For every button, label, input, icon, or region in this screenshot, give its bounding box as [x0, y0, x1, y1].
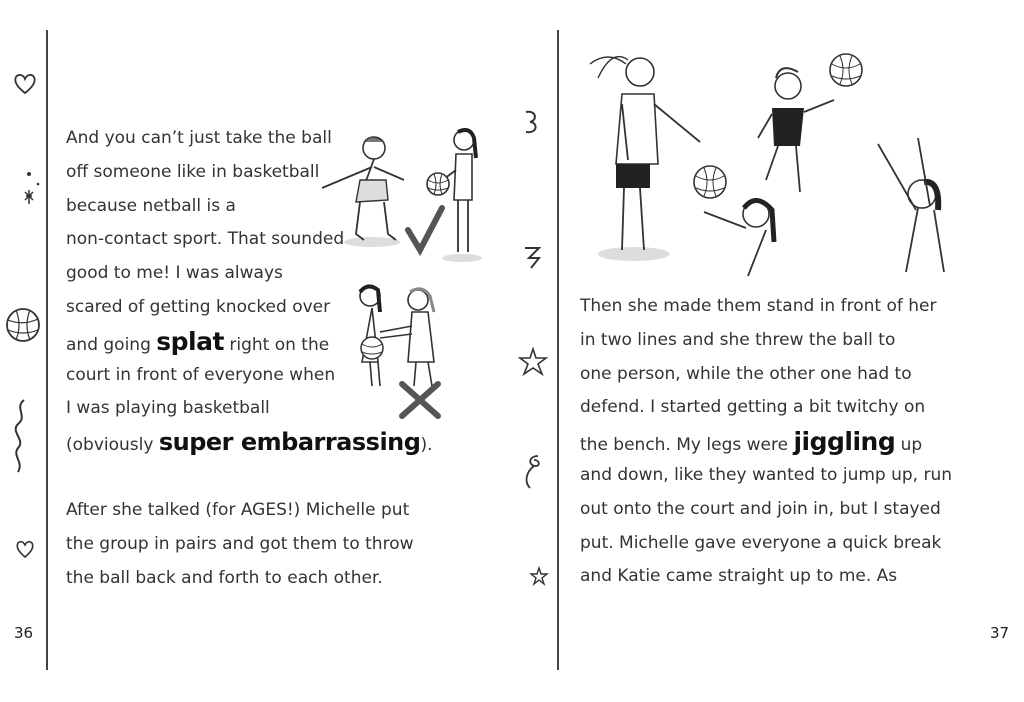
emphasis-phrase-super-embarrassing: super embarrassing — [158, 428, 421, 457]
text-run: the bench. My legs were — [580, 435, 794, 456]
text-line: court in front of everyone when — [66, 364, 336, 385]
curl-doodle-icon — [518, 452, 544, 492]
heart-doodle-icon — [12, 72, 38, 96]
left-paragraph-2 — [66, 494, 414, 595]
small-star-doodle-icon — [528, 566, 550, 586]
illustration-girls-passing-correct — [312, 122, 490, 264]
illustration-girls-grabbing-wrong — [350, 282, 458, 390]
text-line: good to me! I was always — [66, 263, 283, 284]
netball-doodle-icon — [4, 306, 42, 344]
small-heart-doodle-icon — [14, 538, 36, 560]
right-paragraph-1 — [580, 290, 952, 594]
text-line: the group in pairs and got them to throw — [66, 533, 414, 554]
text-run: up — [895, 435, 923, 456]
text-line: because netball is a — [66, 195, 236, 216]
text-line: And you can’t just take the ball — [66, 128, 332, 148]
text-line — [580, 425, 952, 459]
text-line: scared of getting knocked over — [66, 296, 331, 317]
text-line: non-contact sport. That sounded — [66, 229, 345, 250]
text-line: in two lines and she threw the ball to — [580, 329, 896, 350]
text-line: out onto the court and join in, but I stayed — [580, 498, 941, 519]
star-doodle-icon — [516, 346, 550, 378]
zigzag-doodle-icon — [521, 244, 543, 270]
text-line: and Katie came straight up to me. As — [580, 566, 898, 587]
text-line: I was playing basketball — [66, 398, 270, 419]
text-line: defend. I started getting a bit twitchy on — [580, 397, 926, 418]
text-line: one person, while the other one had to — [580, 363, 912, 384]
text-line: the ball back and forth to each other. — [66, 567, 383, 588]
text-line — [66, 426, 432, 460]
page-number-left: 36 — [14, 624, 34, 642]
illustration-netball-practice — [588, 42, 968, 276]
sparkle-doodle-icon — [16, 170, 42, 212]
text-run: and going — [66, 334, 157, 355]
text-line: Then she made them stand in front of her — [580, 296, 937, 316]
squiggle-doodle-icon — [10, 398, 32, 474]
text-line: and down, like they wanted to jump up, run — [580, 464, 953, 485]
emphasis-word-splat: splat — [156, 326, 224, 356]
page-number-right: 37 — [990, 624, 1010, 642]
right-page-margin-line — [557, 30, 559, 670]
text-run: ). — [420, 435, 433, 456]
check-icon — [404, 204, 446, 256]
text-line: put. Michelle gave everyone a quick break — [580, 532, 942, 553]
emphasis-word-jiggling: jiggling — [793, 427, 896, 457]
text-line: off someone like in basketball — [66, 161, 320, 182]
text-run: (obviously — [66, 435, 159, 456]
spiral-doodle-icon — [520, 108, 542, 136]
text-line: After she talked (for AGES!) Michelle put — [66, 500, 410, 520]
text-run: right on the — [223, 334, 330, 355]
cross-icon — [398, 380, 442, 420]
left-page-margin-line — [46, 30, 48, 670]
